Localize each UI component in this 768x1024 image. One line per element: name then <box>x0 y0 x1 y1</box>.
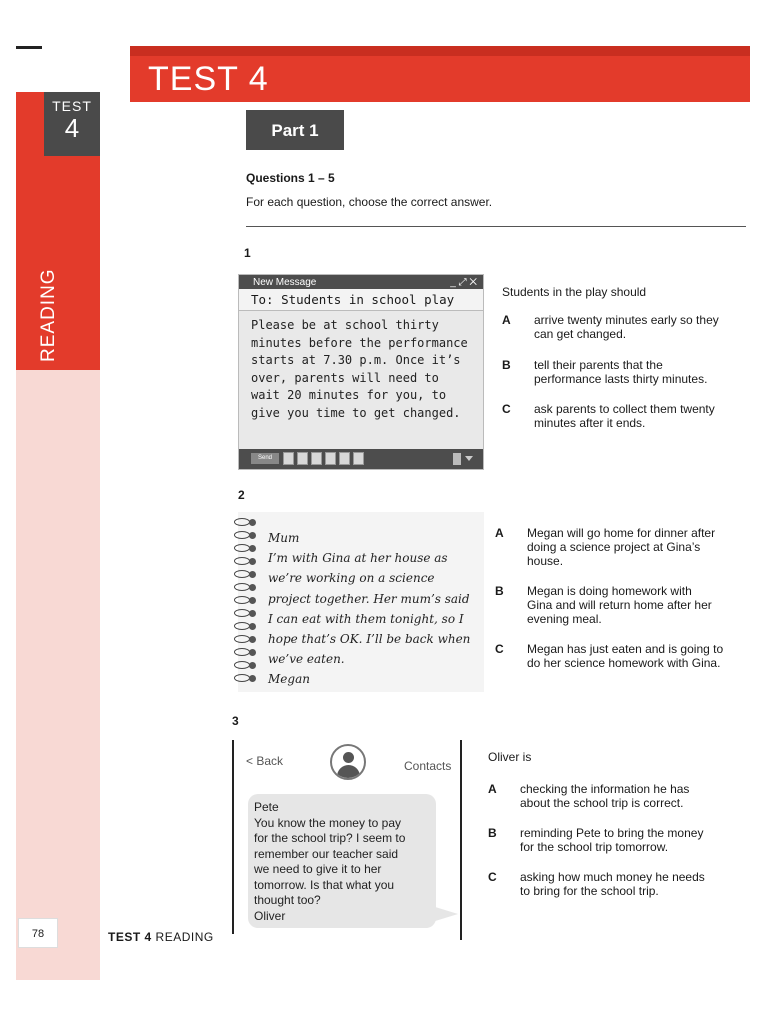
option-letter: C <box>502 402 511 416</box>
spiral-ring-icon <box>234 648 256 658</box>
bubble-line: we need to give it to her <box>254 862 382 876</box>
option-line: tell their parents that the <box>534 358 663 372</box>
option-line: Megan has just eaten and is going to <box>527 642 724 656</box>
option-line: Megan is doing homework with <box>527 584 692 598</box>
option-letter: A <box>502 313 511 327</box>
instruction-text: For each question, choose the correct answer. <box>246 195 493 209</box>
toolbar-square-icon <box>339 452 350 465</box>
note-line: we’ve eaten. <box>268 652 345 667</box>
option-letter: C <box>488 870 497 884</box>
message-window-title: New Message <box>253 277 317 288</box>
page-title: TEST 4 <box>148 60 269 98</box>
message-window <box>238 274 484 470</box>
bubble-line: thought too? <box>254 893 321 907</box>
option-line: doing a science project at Gina’s <box>527 540 701 554</box>
side-test-label: TEST <box>52 98 92 114</box>
message-line: wait 20 minutes for you, to <box>251 388 447 402</box>
note-line: Mum <box>268 531 300 545</box>
note-line: Megan <box>268 672 310 687</box>
handwritten-note <box>268 528 480 690</box>
toolbar-square-icon <box>311 452 322 465</box>
option-letter: C <box>495 642 504 656</box>
option-line: checking the information he has <box>520 782 690 796</box>
option-line: Megan will go home for dinner after <box>527 526 716 540</box>
option-line: Gina and will return home after her <box>527 598 712 612</box>
part-label: Part 1 <box>246 110 344 150</box>
question-number-1: 1 <box>244 246 251 260</box>
footer-title-bold: TEST 4 <box>108 930 152 944</box>
send-button: Send <box>251 453 279 464</box>
option-line: minutes after it ends. <box>534 416 646 430</box>
option-letter: A <box>495 526 504 540</box>
phone-edge-right <box>460 740 462 940</box>
option-line: arrive twenty minutes early so they <box>534 313 719 327</box>
toolbar-square-icon <box>297 452 308 465</box>
footer-title-rest: READING <box>155 930 214 944</box>
message-line: minutes before the performance <box>251 335 468 350</box>
option-letter: A <box>488 782 497 796</box>
option-letter: B <box>502 358 511 372</box>
message-line: Please be at school thirty <box>251 318 439 332</box>
footer-title <box>108 930 214 944</box>
option-line: reminding Pete to bring the money <box>520 826 704 840</box>
chevron-down-icon <box>465 456 473 461</box>
option-text <box>534 402 734 430</box>
option-line: ask parents to collect them twenty <box>534 402 715 416</box>
spiral-ring-icon <box>234 544 256 554</box>
message-bubble <box>248 794 436 928</box>
toolbar-square-icon <box>325 452 336 465</box>
note-line: I can eat with them tonight, so I <box>268 611 464 626</box>
question-number-3: 3 <box>232 714 239 728</box>
side-test-tab <box>44 92 100 156</box>
question-stem-1: Students in the play should <box>502 285 647 299</box>
avatar-icon <box>330 744 366 780</box>
spiral-ring-icon <box>234 583 256 593</box>
message-titlebar <box>239 275 483 289</box>
option-text <box>520 826 720 854</box>
spiral-ring-icon <box>234 609 256 619</box>
message-toolbar <box>239 449 483 469</box>
note-line: hope that’s OK. I’ll be back when <box>268 632 471 647</box>
message-line: over, parents will need to <box>251 370 439 385</box>
option-line: performance lasts thirty minutes. <box>534 372 708 386</box>
page-number: 78 <box>18 918 58 948</box>
bubble-line: remember our teacher said <box>254 846 399 861</box>
trash-icon <box>453 453 461 465</box>
option-text <box>527 526 737 568</box>
divider <box>246 226 746 227</box>
spiral-ring-icon <box>234 661 256 671</box>
option-line: do her science homework with Gina. <box>527 656 721 670</box>
bubble-line: Oliver <box>254 908 286 923</box>
back-button: < Back <box>246 754 284 768</box>
phone-edge-left <box>232 740 234 934</box>
contacts-link: Contacts <box>404 759 452 773</box>
option-text <box>534 358 734 386</box>
option-text <box>527 584 737 626</box>
side-red-band <box>16 92 44 156</box>
option-line: for the school trip tomorrow. <box>520 840 669 854</box>
spiral-ring-icon <box>234 674 256 684</box>
toolbar-square-icon <box>283 452 294 465</box>
spiral-ring-icon <box>234 622 256 632</box>
message-line: starts at 7.30 p.m. Once it’s <box>251 353 461 367</box>
option-text <box>527 642 742 670</box>
spiral-ring-icon <box>234 635 256 645</box>
option-line: house. <box>527 554 564 568</box>
option-text <box>520 870 720 898</box>
bubble-line: tomorrow. Is that what you <box>254 877 395 892</box>
option-letter: B <box>488 826 497 840</box>
bubble-line: Pete <box>254 800 279 814</box>
toolbar-square-icon <box>353 452 364 465</box>
spiral-ring-icon <box>234 596 256 606</box>
option-text <box>534 313 734 341</box>
question-stem-3: Oliver is <box>488 750 532 764</box>
bubble-line: You know the money to pay <box>254 815 401 830</box>
window-controls-icon: _ ⤢ ✕ <box>450 277 477 288</box>
message-to-line: To: Students in school play <box>239 289 483 311</box>
note-line: project together. Her mum’s said <box>268 591 470 606</box>
option-line: to bring for the school trip. <box>520 884 659 898</box>
bubble-line: for the school trip? I seem to <box>254 831 406 845</box>
spiral-ring-icon <box>234 518 256 528</box>
edge-mark <box>16 46 42 49</box>
side-test-number: 4 <box>64 113 80 143</box>
message-line: give you time to get changed. <box>251 405 461 420</box>
question-number-2: 2 <box>238 488 245 502</box>
spiral-ring-icon <box>234 531 256 541</box>
note-line: I’m with Gina at her house as <box>268 551 448 566</box>
note-line: we’re working on a science <box>268 571 435 586</box>
option-line: asking how much money he needs <box>520 870 705 884</box>
spiral-ring-icon <box>234 570 256 580</box>
option-line: about the school trip is correct. <box>520 796 684 810</box>
message-body <box>239 311 483 422</box>
option-letter: B <box>495 584 504 598</box>
spiral-ring-icon <box>234 557 256 567</box>
option-line: evening meal. <box>527 612 602 626</box>
side-section-label: READING <box>38 268 59 362</box>
option-line: can get changed. <box>534 327 627 341</box>
option-text <box>520 782 720 810</box>
questions-heading: Questions 1 – 5 <box>246 171 335 185</box>
